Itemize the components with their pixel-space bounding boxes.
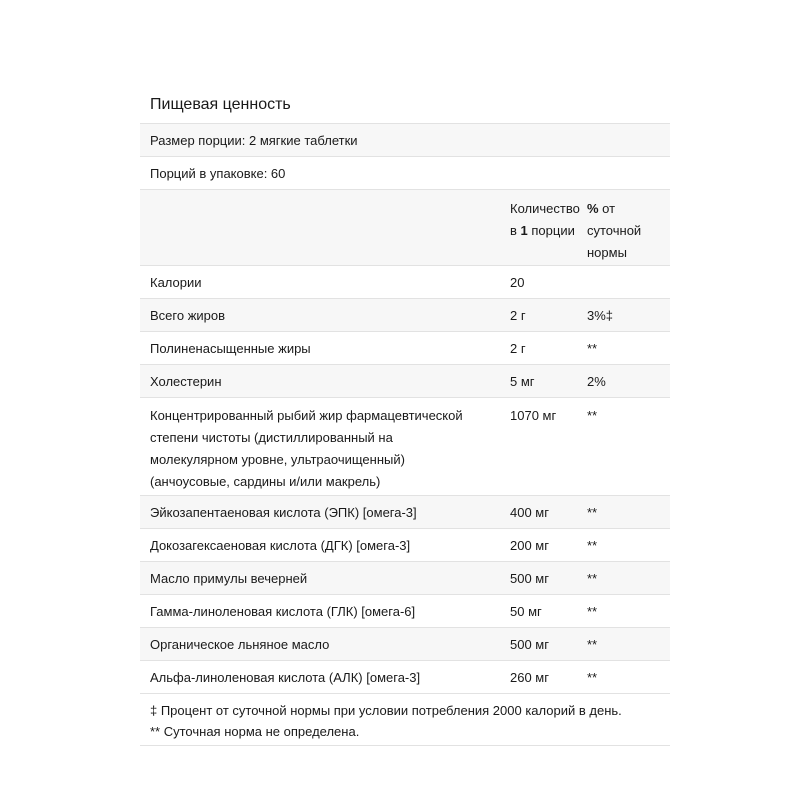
panel-title: Пищевая ценность: [140, 88, 670, 124]
footnotes: [140, 694, 670, 746]
nutrient-amount: 500 мг: [510, 570, 549, 586]
header-amount-line2: в 1 порции: [510, 223, 575, 238]
table-row: [140, 661, 670, 694]
nutrient-amount: 1070 мг: [510, 408, 557, 423]
nutrient-amount: 400 мг: [510, 504, 549, 520]
nutrient-name: Полиненасыщенные жиры: [150, 340, 311, 356]
nutrient-amount: 50 мг: [510, 603, 542, 619]
table-row: [140, 496, 670, 529]
nutrient-amount: 2 г: [510, 307, 526, 323]
nutrient-name: Докозагексаеновая кислота (ДГК) [омега-3]: [150, 537, 411, 553]
header-dv-line3: нормы: [587, 245, 627, 260]
nutrient-amount: 20: [510, 274, 525, 290]
nutrient-name: Всего жиров: [150, 307, 226, 323]
header-dv-line2: суточной: [587, 223, 642, 238]
header-amount: [500, 190, 587, 242]
nutrient-daily-value: **: [587, 340, 598, 356]
table-row: [140, 299, 670, 332]
footnote-not-established: ** Суточная норма не определена.: [150, 724, 360, 739]
nutrient-amount: 5 мг: [510, 373, 535, 389]
nutrient-name-line: степени чистоты (дистиллированный на: [150, 430, 393, 445]
nutrient-name: Масло примулы вечерней: [150, 570, 308, 586]
table-header: [140, 190, 670, 266]
nutrition-facts-panel: [140, 88, 670, 746]
nutrient-daily-value: **: [587, 636, 598, 652]
nutrient-amount: 500 мг: [510, 636, 549, 652]
nutrient-name-line: (анчоусовые, сардины и/или макрель): [150, 474, 381, 489]
table-row: [140, 266, 670, 299]
nutrient-name: Холестерин: [150, 373, 222, 389]
table-row: [140, 562, 670, 595]
nutrient-name: Органическое льняное масло: [150, 636, 330, 652]
nutrient-name-line: молекулярном уровне, ультраочищенный): [150, 452, 405, 467]
nutrient-amount: 260 мг: [510, 669, 549, 685]
nutrient-name: Гамма-линоленовая кислота (ГЛК) [омега-6]: [150, 603, 416, 619]
nutrient-name: Калории: [150, 274, 202, 290]
nutrient-name-line: Концентрированный рыбий жир фармацевтической: [150, 408, 463, 423]
header-amount-line1: Количество: [510, 201, 580, 216]
nutrient-name: Эйкозапентаеновая кислота (ЭПК) [омега-3]: [150, 504, 417, 520]
nutrient-daily-value: **: [587, 603, 598, 619]
nutrient-daily-value: [587, 266, 670, 298]
nutrient-name: Альфа-линоленовая кислота (АЛК) [омега-3]: [150, 669, 421, 685]
nutrient-amount: 2 г: [510, 340, 526, 356]
nutrient-daily-value: **: [587, 669, 598, 685]
table-row: [140, 365, 670, 398]
table-row: [140, 398, 670, 496]
nutrient-name: [140, 398, 500, 493]
header-daily-value: [587, 190, 670, 264]
nutrient-daily-value: **: [587, 408, 598, 423]
serving-size: Размер порции: 2 мягкие таблетки: [140, 124, 670, 157]
nutrient-daily-value: 3%‡: [587, 307, 614, 323]
nutrient-daily-value: **: [587, 570, 598, 586]
nutrient-amount: 200 мг: [510, 537, 549, 553]
table-row: [140, 332, 670, 365]
header-dv-line1: % от: [587, 201, 616, 216]
nutrient-daily-value: **: [587, 537, 598, 553]
table-row: [140, 628, 670, 661]
footnote-daily-value: ‡ Процент от суточной нормы при условии потребления 2000 калорий в день.: [150, 703, 622, 718]
nutrient-daily-value: **: [587, 504, 598, 520]
nutrient-daily-value: 2%: [587, 373, 606, 389]
table-row: [140, 595, 670, 628]
servings-per-container: Порций в упаковке: 60: [140, 157, 670, 190]
table-row: [140, 529, 670, 562]
